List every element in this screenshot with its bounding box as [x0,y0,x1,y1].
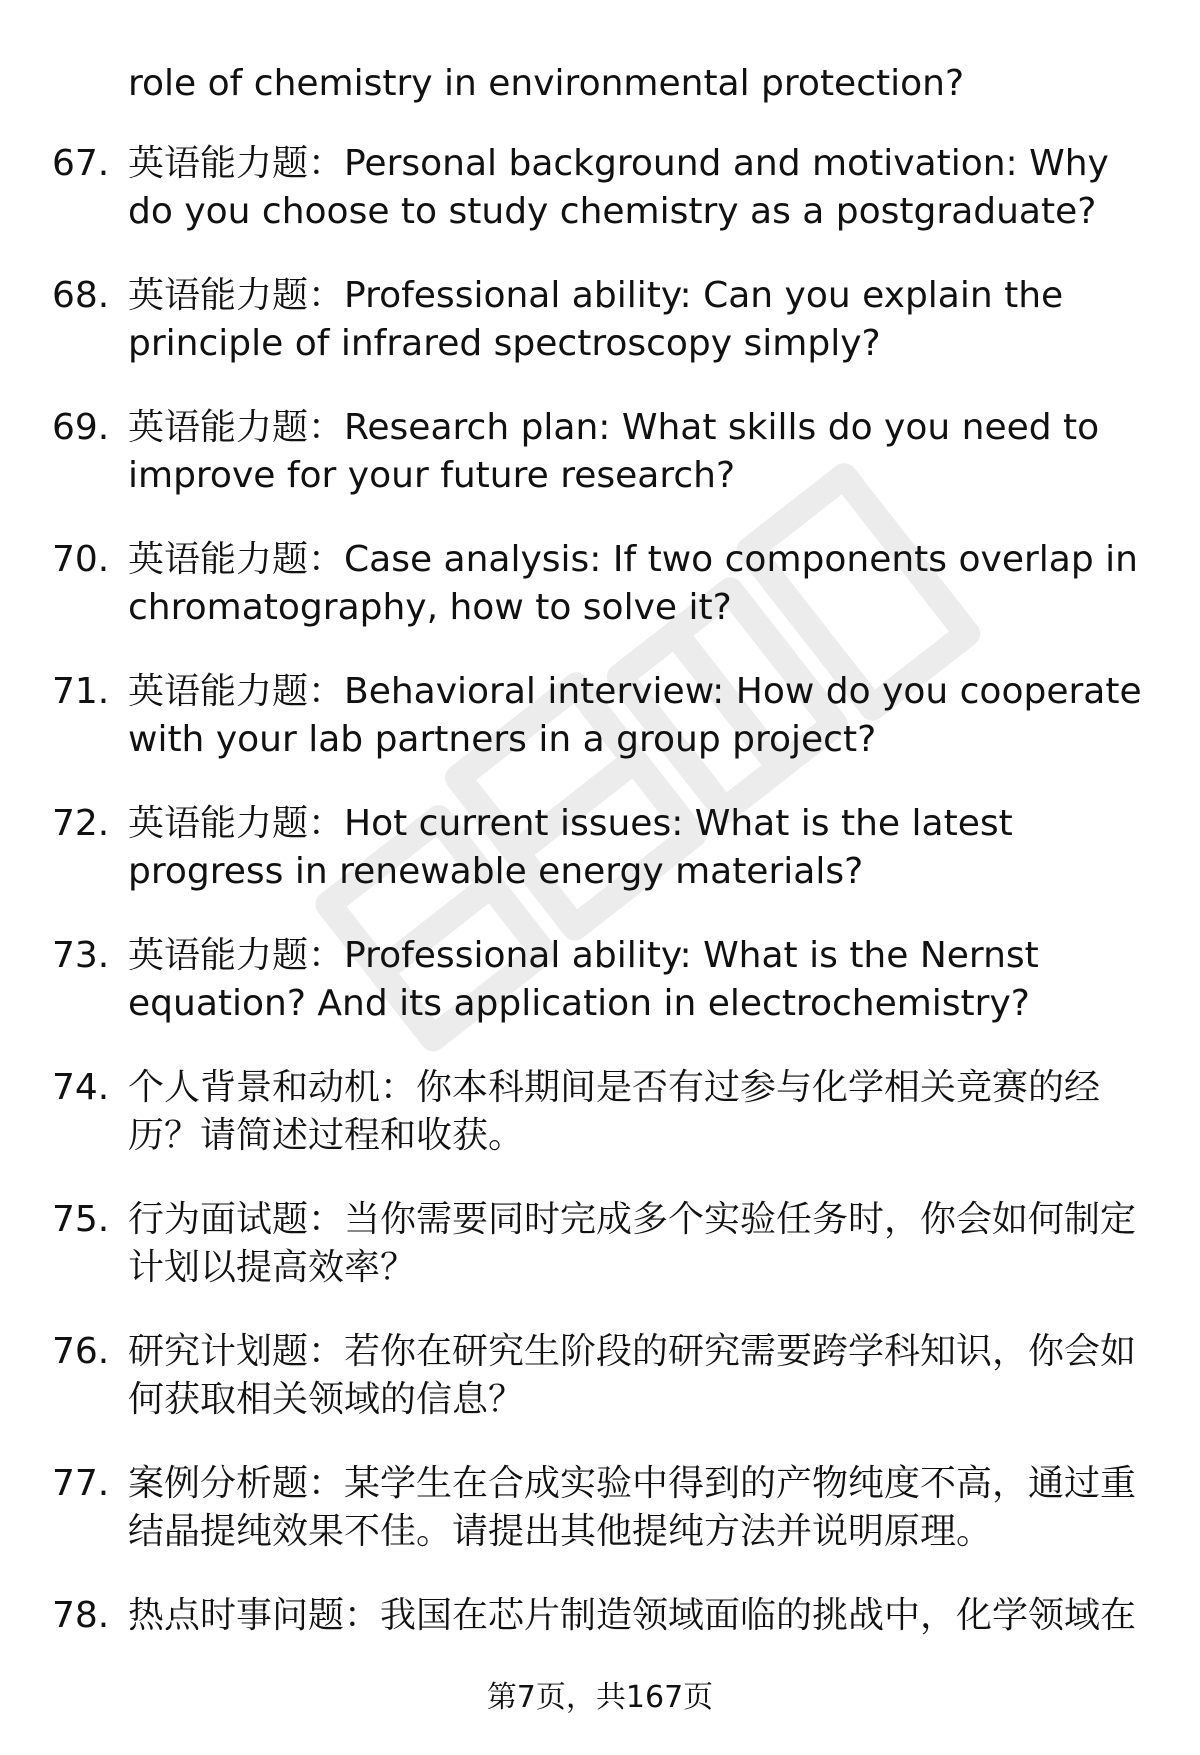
question-item [0,140,1200,272]
question-text: 英语能力题：Professional ability: What is the Nernst equation? And its application in electrochemistry? [128,935,1039,1024]
question-item [0,800,1200,932]
question-item [0,668,1200,800]
question-number: 77. [52,1463,110,1504]
question-list [0,140,1200,1724]
question-text: 英语能力题：Research plan: What skills do you need to improve for your future research? [128,407,1100,496]
question-number: 73. [52,935,110,976]
question-text: 行为面试题：当你需要同时完成多个实验任务时，你会如何制定计划以提高效率？ [128,1199,1137,1288]
question-number: 67. [52,143,110,184]
question-text: 英语能力题：Hot current issues: What is the latest progress in renewable energy materials? [128,803,1013,892]
question-text: 英语能力题：Professional ability: Can you explain the principle of infrared spectroscopy simply? [128,275,1064,364]
question-item [0,1064,1200,1196]
question-number: 68. [52,275,110,316]
question-number: 74. [52,1067,110,1108]
question-text: 英语能力题：Behavioral interview: How do you cooperate with your lab partners in a group project? [128,671,1142,760]
question-text: 热点时事问题：我国在芯片制造领域面临的挑战中，化学领域在 [128,1595,1137,1636]
continuation-text: role of chemistry in environmental protection? [128,63,965,104]
question-number: 76. [52,1331,110,1372]
question-number: 69. [52,407,110,448]
question-number: 71. [52,671,110,712]
question-item [0,272,1200,404]
question-number: 72. [52,803,110,844]
question-item [0,1196,1200,1328]
question-item [0,404,1200,536]
question-item [0,1328,1200,1460]
question-text: 英语能力题：Case analysis: If two components overlap in chromatography, how to solve it? [128,539,1138,628]
question-text: 英语能力题：Personal background and motivation: Why do you choose to study chemistry as a postgraduate? [128,143,1109,232]
page-footer: 第7页，共167页 [486,1680,714,1715]
question-text: 案例分析题：某学生在合成实验中得到的产物纯度不高，通过重结晶提纯效果不佳。请提出其他提纯方法并说明原理。 [128,1463,1137,1552]
question-number: 75. [52,1199,110,1240]
question-text: 个人背景和动机：你本科期间是否有过参与化学相关竞赛的经历？请简述过程和收获。 [128,1067,1101,1156]
question-number: 78. [52,1595,110,1636]
question-item [0,536,1200,668]
question-text: 研究计划题：若你在研究生阶段的研究需要跨学科知识，你会如何获取相关领域的信息？ [128,1331,1137,1420]
question-item [0,1460,1200,1592]
question-item [0,932,1200,1064]
question-number: 70. [52,539,110,580]
